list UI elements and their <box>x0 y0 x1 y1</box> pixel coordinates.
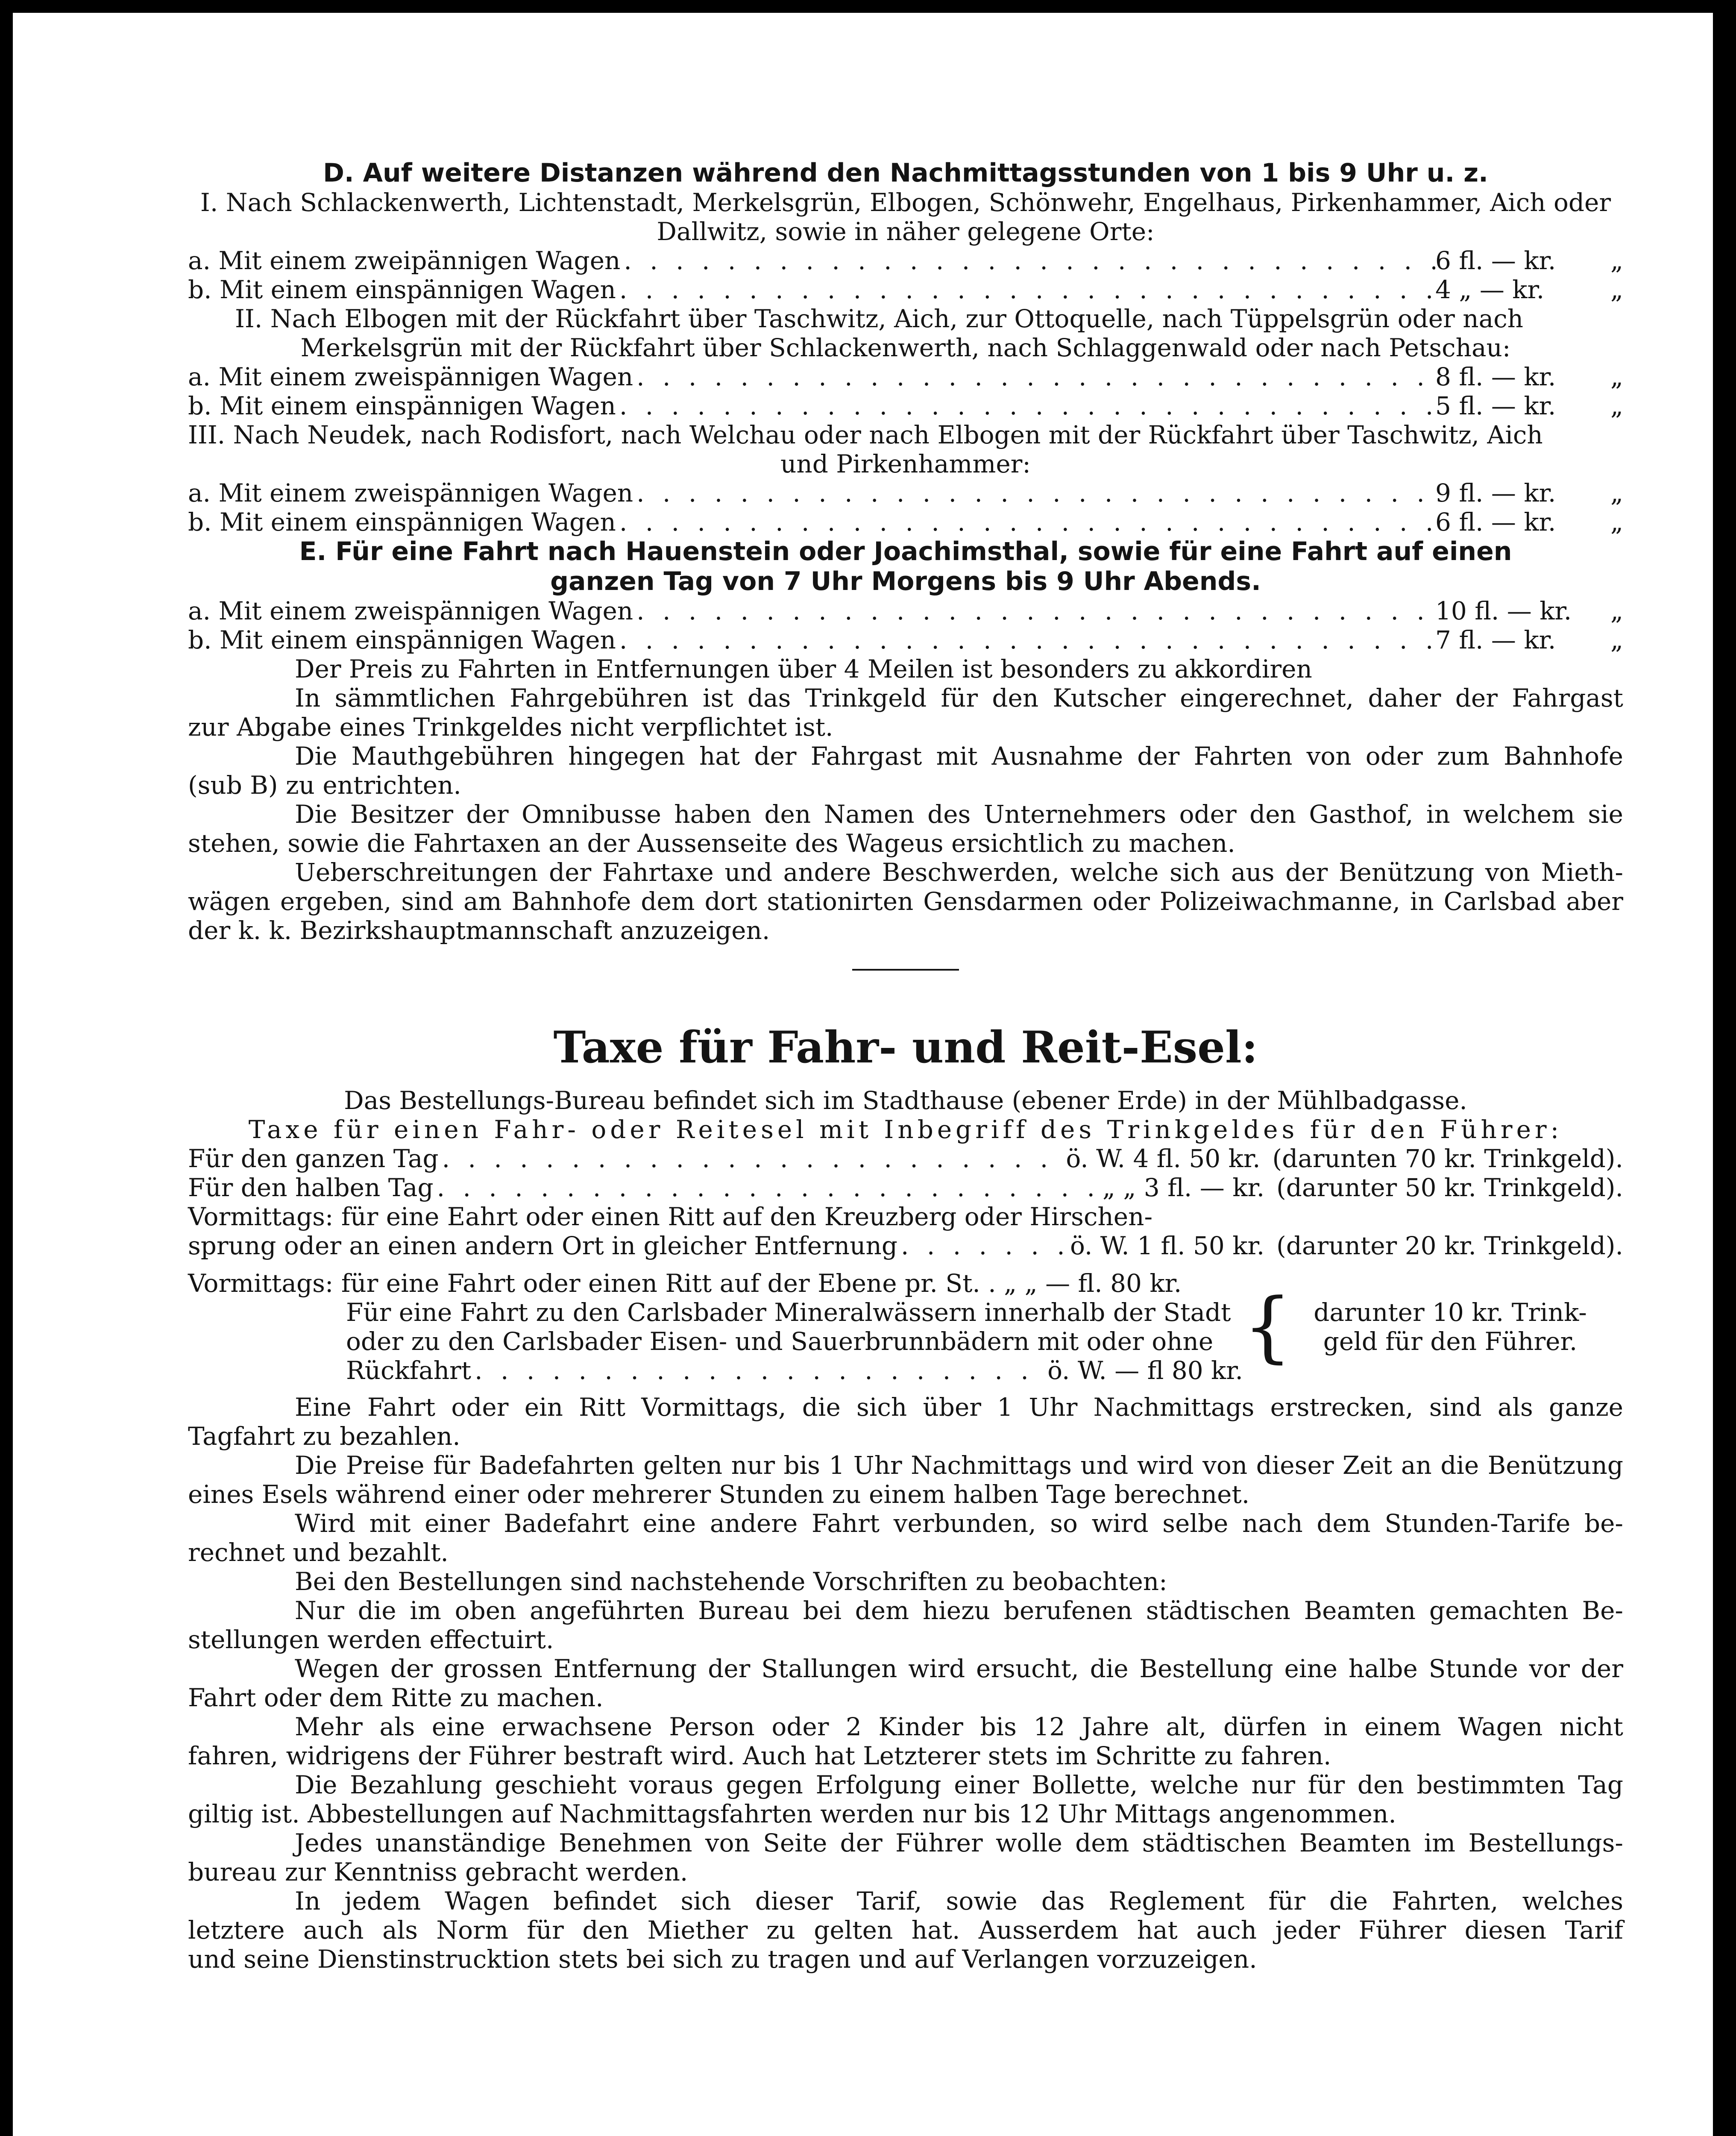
leader-dots <box>434 1173 1103 1202</box>
ditto-mark: „ <box>1610 362 1623 391</box>
esel-rule4: Bei den Bestellungen sind nachstehende Vorschriften zu beobachten: <box>295 1567 1167 1596</box>
esel-vorm1-line2: sprung oder an einen andern Ort in gleicher Entfernung <box>188 1231 897 1260</box>
section-d-heading: D. Auf weitere Distanzen während den Nachmittagsstunden von 1 bis 9 Uhr u. z. <box>323 158 1488 188</box>
route-i-a-row <box>188 246 1623 275</box>
leader-dots <box>616 508 1435 537</box>
esel-vorm2-line1: Vormittags: für eine Fahrt oder einen Ritt auf der Ebene pr. St. . „ „ — fl. 80 kr. <box>188 1269 1182 1298</box>
note-mauth-line2: (sub B) zu entrichten. <box>188 771 461 800</box>
leader-dots <box>616 625 1435 654</box>
section-e-b-row <box>188 625 1623 654</box>
route-ii-a-price: 8 fl. — kr. <box>1435 362 1556 391</box>
leader-dots <box>633 478 1435 508</box>
esel-rule1-line2: Tagfahrt zu bezahlen. <box>188 1422 460 1451</box>
ditto-mark: „ <box>1610 508 1623 537</box>
esel-rule8-line1: Die Bezahlung geschieht voraus gegen Erfolgung einer Bollette, welche nur für den bestimmten Tag <box>295 1770 1623 1799</box>
route-iii-a-price: 9 fl. — kr. <box>1435 478 1556 508</box>
esel-vorm2-left <box>188 1269 1243 1385</box>
note-trinkgeld-line2: zur Abgabe eines Trinkgeldes nicht verpflichtet ist. <box>188 713 833 742</box>
esel-halben-price: „ „ 3 fl. — kr. <box>1102 1173 1265 1202</box>
esel-vorm2-line4-label: Rückfahrt <box>346 1356 472 1385</box>
esel-rule8-line2: giltig ist. Abbestellungen auf Nachmittagsfahrten werden nur bis 12 Uhr Mittags angenommen. <box>188 1799 1396 1828</box>
route-i-b-price: 4 „ — kr. <box>1435 275 1545 304</box>
note-beschwerden-line2: wägen ergeben, sind am Bahnhofe dem dort stationirten Gensdarmen oder Polizeiwachmanne, in Carlsbad aber <box>188 887 1623 916</box>
route-ii-b-row <box>188 391 1623 420</box>
esel-vorm2-block <box>188 1269 1623 1385</box>
route-ii-b-label: b. Mit einem einspännigen Wagen <box>188 391 616 420</box>
section-e-heading-line2: ganzen Tag von 7 Uhr Morgens bis 9 Uhr Abends. <box>550 566 1261 596</box>
route-ii-b-price: 5 fl. — kr. <box>1435 391 1556 420</box>
route-i-line2: Dallwitz, sowie in näher gelegene Orte: <box>657 217 1155 246</box>
route-i-b-label: b. Mit einem einspännigen Wagen <box>188 275 616 304</box>
ditto-mark: „ <box>1610 246 1623 275</box>
esel-rule7-line1: Mehr als eine erwachsene Person oder 2 Kinder bis 12 Jahre alt, dürfen in einem Wagen nicht <box>295 1712 1623 1741</box>
esel-rule2-line1: Die Preise für Badefahrten gelten nur bis 1 Uhr Nachmittags und wird von dieser Zeit an die Benützung <box>295 1451 1623 1480</box>
esel-rule9-line1: Jedes unanständige Benehmen von Seite der Führer wolle dem städtischen Beamten im Bestellungs- <box>295 1828 1623 1857</box>
esel-rule5-line2: stellungen werden effectuirt. <box>188 1625 554 1654</box>
route-ii-line2: Merkelsgrün mit der Rückfahrt über Schlackenwerth, nach Schlaggenwald oder nach Petschau: <box>300 333 1511 362</box>
esel-halben-label: Für den halben Tag <box>188 1173 434 1202</box>
esel-vorm2-line3: oder zu den Carlsbader Eisen- und Sauerbrunnbädern mit oder ohne <box>346 1327 1214 1356</box>
esel-halben-note: (darunter 50 kr. Trinkgeld). <box>1276 1173 1623 1202</box>
route-iii-b-price: 6 fl. — kr. <box>1435 508 1556 537</box>
section-e-a-price: 10 fl. — kr. <box>1435 596 1572 625</box>
section-e-a-row <box>188 596 1623 625</box>
leader-dots <box>616 275 1435 304</box>
note-preis: Der Preis zu Fahrten in Entfernungen über 4 Meilen ist besonders zu akkordiren <box>295 654 1312 684</box>
esel-taxe-heading: Taxe für einen Fahr- oder Reitesel mit Inbegriff des Trinkgeldes für den Führer: <box>248 1115 1563 1144</box>
section-e-heading-line1: E. Für eine Fahrt nach Hauenstein oder Joachimsthal, sowie für eine Fahrt auf einen <box>299 537 1512 566</box>
esel-rule3-line2: rechnet und bezahlt. <box>188 1538 449 1567</box>
ditto-mark: „ <box>1610 391 1623 420</box>
route-iii-a-row <box>188 478 1623 508</box>
note-mauth-line1: Die Mauthgebühren hingegen hat der Fahrgast mit Ausnahme der Fahrten von oder zum Bahnhofe <box>295 742 1623 771</box>
leader-dots <box>439 1144 1066 1173</box>
esel-rule3-line1: Wird mit einer Badefahrt eine andere Fahrt verbunden, so wird selbe nach dem Stunden-Tarife be- <box>295 1509 1623 1538</box>
route-ii-line1: II. Nach Elbogen mit der Rückfahrt über Taschwitz, Aich, zur Ottoquelle, nach Tüppelsgrün oder nach <box>235 304 1524 333</box>
leader-dots <box>471 1356 1047 1385</box>
esel-vorm2-note <box>1277 1298 1623 1356</box>
route-iii-a-label: a. Mit einem zweispännigen Wagen <box>188 478 633 508</box>
esel-halben-row <box>188 1173 1623 1202</box>
esel-vorm1-line1: Vormittags: für eine Eahrt oder einen Ritt auf den Kreuzberg oder Hirschen- <box>188 1202 1153 1231</box>
esel-ganzen-label: Für den ganzen Tag <box>188 1144 439 1173</box>
esel-ganzen-price: ö. W. 4 fl. 50 kr. <box>1066 1144 1261 1173</box>
esel-ganzen-row <box>188 1144 1623 1173</box>
document-page <box>188 158 1623 1974</box>
esel-rule10-line1: In jedem Wagen befindet sich dieser Tarif, sowie das Reglement für die Fahrten, welches <box>295 1887 1623 1916</box>
esel-vorm1-price: ö. W. 1 fl. 50 kr. <box>1070 1231 1265 1260</box>
route-iii-b-row <box>188 508 1623 537</box>
esel-vorm2-note-line1: darunter 10 kr. Trink- <box>1314 1298 1587 1327</box>
esel-rule5-line1: Nur die im oben angeführten Bureau bei dem hiezu berufenen städtischen Beamten gemachten Be- <box>295 1596 1623 1625</box>
esel-vorm2-line4-row <box>188 1356 1243 1385</box>
leader-dots <box>620 246 1435 275</box>
esel-title: Taxe für Fahr- und Reit-Esel: <box>553 1022 1258 1073</box>
route-i-a-label: a. Mit einem zweipännigen Wagen <box>188 246 621 275</box>
esel-rule7-line2: fahren, widrigens der Führer bestraft wird. Auch hat Letzterer stets im Schritte zu fahren. <box>188 1741 1331 1770</box>
route-i-b-row <box>188 275 1623 304</box>
esel-ganzen-note: (darunten 70 kr. Trinkgeld). <box>1272 1144 1623 1173</box>
note-beschwerden-line1: Ueberschreitungen der Fahrtaxe und andere Beschwerden, welche sich aus der Benützung von Mieth- <box>295 858 1623 887</box>
esel-rule10-line2: letztere auch als Norm für den Miether zu gelten hat. Ausserdem hat auch jeder Führer diesen Tarif <box>188 1916 1623 1945</box>
ditto-mark: „ <box>1610 478 1623 508</box>
route-iii-line2: und Pirkenhammer: <box>780 449 1031 478</box>
route-i-a-price: 6 fl. — kr. <box>1435 246 1556 275</box>
leader-dots <box>633 596 1435 625</box>
route-iii-b-label: b. Mit einem einspännigen Wagen <box>188 508 616 537</box>
route-ii-a-row <box>188 362 1623 391</box>
section-divider <box>852 969 959 971</box>
route-iii-line1: III. Nach Neudek, nach Rodisfort, nach Welchau oder nach Elbogen mit der Rückfahrt über Taschwitz, Aich <box>188 420 1543 449</box>
note-omnibus-line1: Die Besitzer der Omnibusse haben den Namen des Unternehmers oder den Gasthof, in welchem sie <box>295 800 1623 829</box>
esel-rule6-line2: Fahrt oder dem Ritte zu machen. <box>188 1683 604 1712</box>
note-trinkgeld-line1: In sämmtlichen Fahrgebühren ist das Trinkgeld für den Kutscher eingerechnet, daher der Fahrgast <box>295 684 1623 713</box>
leader-dots <box>616 391 1435 420</box>
note-beschwerden-line3: der k. k. Bezirkshauptmannschaft anzuzeigen. <box>188 916 770 945</box>
section-e-b-price: 7 fl. — kr. <box>1435 625 1556 654</box>
esel-rule10-line3: und seine Dienstinstrucktion stets bei sich zu tragen und auf Verlangen vorzuzeigen. <box>188 1945 1257 1974</box>
esel-vorm2-line2: Für eine Fahrt zu den Carlsbader Mineralwässern innerhalb der Stadt <box>346 1298 1231 1327</box>
ditto-mark: „ <box>1610 625 1623 654</box>
note-omnibus-line2: stehen, sowie die Fahrtaxen an der Aussenseite des Wageus ersichtlich zu machen. <box>188 829 1235 858</box>
ditto-mark: „ <box>1610 596 1623 625</box>
esel-vorm1-row <box>188 1231 1623 1260</box>
esel-vorm2-line4-price: ö. W. — fl 80 kr. <box>1047 1356 1243 1385</box>
route-ii-a-label: a. Mit einem zweispännigen Wagen <box>188 362 633 391</box>
esel-bureau: Das Bestellungs-Bureau befindet sich im Stadthause (ebener Erde) in der Mühlbadgasse. <box>344 1086 1467 1115</box>
leader-dots <box>897 1231 1070 1260</box>
esel-vorm2-note-line2: geld für den Führer. <box>1323 1327 1578 1356</box>
section-e-a-label: a. Mit einem zweispännigen Wagen <box>188 596 633 625</box>
route-i-line1: I. Nach Schlackenwerth, Lichtenstadt, Merkelsgrün, Elbogen, Schönwehr, Engelhaus, Pirkenhammer, Aich oder <box>200 188 1611 217</box>
esel-rule2-line2: eines Esels während einer oder mehrerer Stunden zu einem halben Tage berechnet. <box>188 1480 1250 1509</box>
leader-dots <box>633 362 1435 391</box>
brace-glyph: { <box>1243 1282 1292 1371</box>
esel-rule6-line1: Wegen der grossen Entfernung der Stallungen wird ersucht, die Bestellung eine halbe Stunde vor der <box>295 1654 1623 1683</box>
esel-rule1-line1: Eine Fahrt oder ein Ritt Vormittags, die sich über 1 Uhr Nachmittags erstrecken, sind als ganze <box>295 1393 1623 1422</box>
esel-rule9-line2: bureau zur Kenntniss gebracht werden. <box>188 1857 688 1887</box>
esel-vorm1-note: (darunter 20 kr. Trinkgeld). <box>1276 1231 1623 1260</box>
section-e-b-label: b. Mit einem einspännigen Wagen <box>188 625 616 654</box>
ditto-mark: „ <box>1610 275 1623 304</box>
